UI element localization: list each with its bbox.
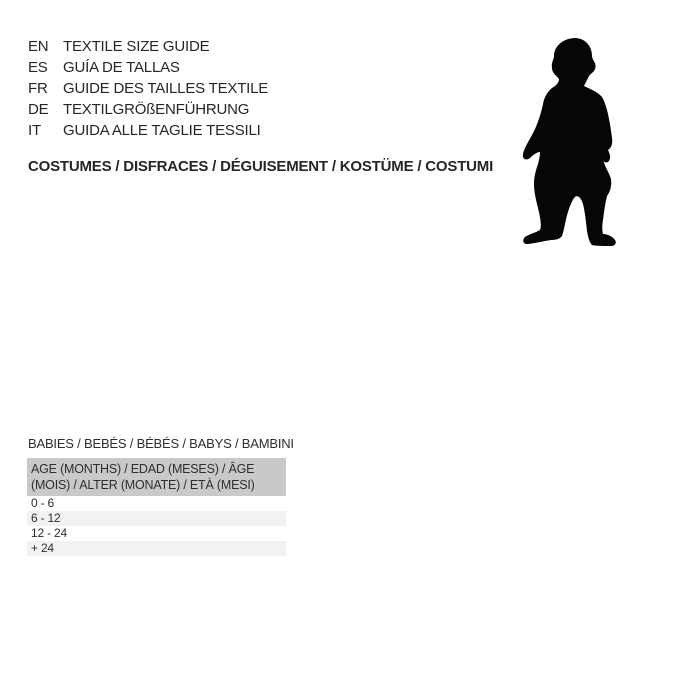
table-row-age-24-plus: + 24 xyxy=(27,541,286,556)
language-code: ES xyxy=(28,59,48,76)
language-row-it xyxy=(28,120,268,141)
language-row-de xyxy=(28,99,268,120)
table-row-age-6-12: 6 - 12 xyxy=(27,511,286,526)
language-code: FR xyxy=(28,80,48,97)
baby-silhouette-icon xyxy=(520,32,620,252)
category-title: COSTUMES / DISFRACES / DÉGUISEMENT / KOSTÜME / COSTUMI xyxy=(28,158,494,175)
language-label: TEXTILGRÖßENFÜHRUNG xyxy=(63,101,250,118)
babies-section-heading: BABIES / BEBÉS / BÉBÉS / BABYS / BAMBINI xyxy=(28,436,294,451)
language-guide-list xyxy=(28,36,268,141)
language-code: EN xyxy=(28,38,49,55)
table-row-age-0-6: 0 - 6 xyxy=(27,496,286,511)
language-code: IT xyxy=(28,122,41,139)
language-row-fr xyxy=(28,78,268,99)
language-row-es xyxy=(28,57,268,78)
language-label: GUÍA DE TALLAS xyxy=(63,59,180,76)
age-size-table xyxy=(27,458,286,556)
table-row-age-12-24: 12 - 24 xyxy=(27,526,286,541)
language-label: GUIDA ALLE TAGLIE TESSILI xyxy=(63,122,261,139)
language-row-en xyxy=(28,36,268,57)
language-label: GUIDE DES TAILLES TEXTILE xyxy=(63,80,269,97)
language-code: DE xyxy=(28,101,49,118)
language-label: TEXTILE SIZE GUIDE xyxy=(63,38,210,55)
table-header-age: AGE (MONTHS) / EDAD (MESES) / ÂGE (MOIS) / ALTER (MONATE) / ETÀ (MESI) xyxy=(27,458,286,496)
